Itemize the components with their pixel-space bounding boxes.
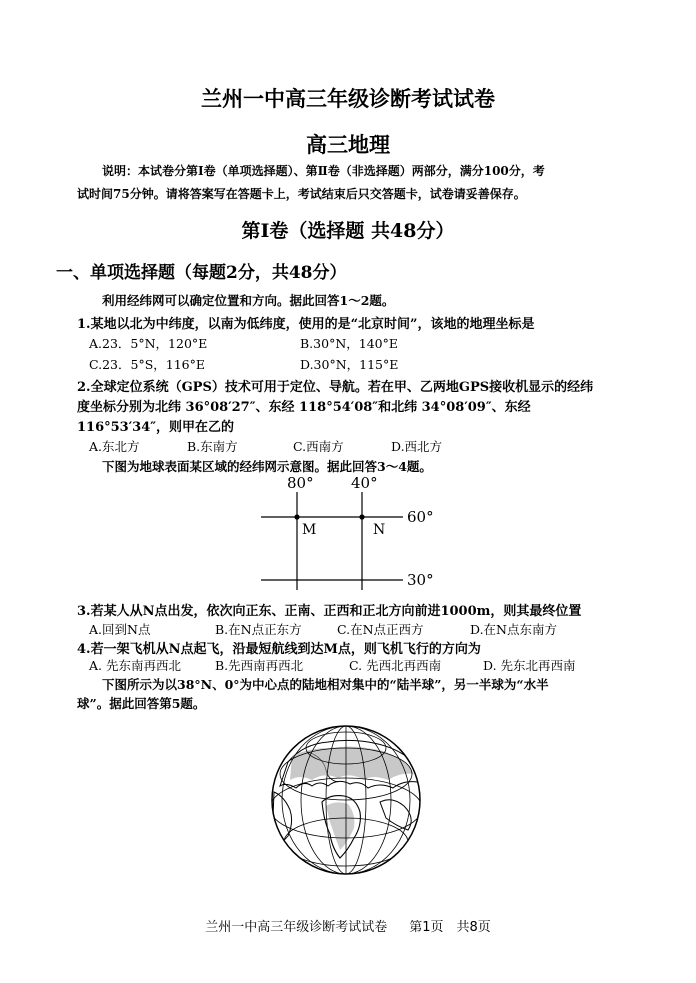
- q4-option-b: B.先西南再西北: [215, 658, 304, 673]
- intro-3-4: 下图为地球表面某区域的经纬网示意图。据此回答3～4题。: [102, 459, 432, 474]
- q3-option-c: C.在N点正西方: [337, 622, 424, 637]
- part-title: 第Ⅰ卷（选择题 共48分）: [241, 220, 455, 242]
- footer: [0, 916, 696, 935]
- footer-page: 第1页 共8页: [409, 920, 491, 935]
- q2-option-d: D.西北方: [391, 439, 443, 454]
- lat-lon-grid-figure: [255, 472, 445, 597]
- q1-option-b: B.30°N，140°E: [300, 336, 398, 351]
- question-2-line-1: 2.全球定位系统（GPS）技术可用于定位、导航。若在甲、乙两地GPS接收机显示的经纬: [77, 380, 594, 395]
- intro-5-line-1: 下图所示为以38°N、0°为中心点的陆地相对集中的“陆半球”，另一半球为“水半: [102, 677, 549, 692]
- question-1-stem: 1.某地以北为中纬度，以南为低纬度，使用的是“北京时间”，该地的地理坐标是: [77, 317, 535, 332]
- point-n-dot: [359, 514, 364, 519]
- q3-option-a: A.回到N点: [89, 622, 151, 637]
- q4-option-a: A. 先东南再西北: [89, 658, 181, 673]
- q1-option-a: A.23．5°N，120°E: [89, 336, 208, 351]
- section-title: 一、单项选择题（每题2分，共48分）: [56, 263, 347, 283]
- q1-option-c: C.23．5°S，116°E: [89, 357, 205, 372]
- q3-option-b: B.在N点正东方: [215, 622, 302, 637]
- label-lon-80: 80°: [287, 474, 314, 492]
- q1-option-d: D.30°N，115°E: [300, 357, 399, 372]
- question-2-line-2: 度坐标分别为北纬 36°08′27″、东经 118°54′08″和北纬 34°08′09″、东经: [77, 400, 531, 415]
- land-hemisphere-globe: [268, 722, 424, 878]
- label-lat-60: 60°: [407, 508, 434, 526]
- question-2-line-3: 116°53′34″，则甲在乙的: [77, 420, 235, 435]
- point-m-dot: [294, 514, 299, 519]
- label-point-m: M: [302, 522, 317, 538]
- q4-option-c: C. 先西北再西南: [349, 658, 442, 673]
- footer-title: 兰州一中高三年级诊断考试试卷: [205, 920, 388, 935]
- subject-title: 高三地理: [306, 132, 390, 157]
- q2-option-a: A.东北方: [89, 439, 140, 454]
- intro-5-line-2: 球”。据此回答第5题。: [77, 696, 206, 711]
- intro-1-2: 利用经纬网可以确定位置和方向。据此回答1～2题。: [102, 293, 395, 308]
- question-4-stem: 4.若一架飞机从N点起飞，沿最短航线到达M点，则飞机飞行的方向为: [77, 642, 481, 657]
- instructions-line-1: 说明：本试卷分第Ⅰ卷（单项选择题）、第Ⅱ卷（非选择题）两部分，满分100分，考: [102, 164, 545, 178]
- exam-title: 兰州一中高三年级诊断考试试卷: [201, 86, 495, 111]
- q3-option-d: D.在N点东南方: [470, 622, 557, 637]
- q4-option-d: D. 先东北再西南: [483, 658, 576, 673]
- q2-option-c: C.西南方: [293, 439, 344, 454]
- question-3-stem: 3.若某人从N点出发，依次向正东、正南、正西和正北方向前进1000m，则其最终位置: [77, 604, 582, 619]
- label-lon-40: 40°: [351, 474, 378, 492]
- instructions-line-2: 试时间75分钟。请将答案写在答题卡上，考试结束后只交答题卡，试卷请妥善保存。: [77, 187, 526, 201]
- q2-option-b: B.东南方: [187, 439, 238, 454]
- label-point-n: N: [373, 522, 386, 538]
- label-lat-30: 30°: [407, 571, 434, 589]
